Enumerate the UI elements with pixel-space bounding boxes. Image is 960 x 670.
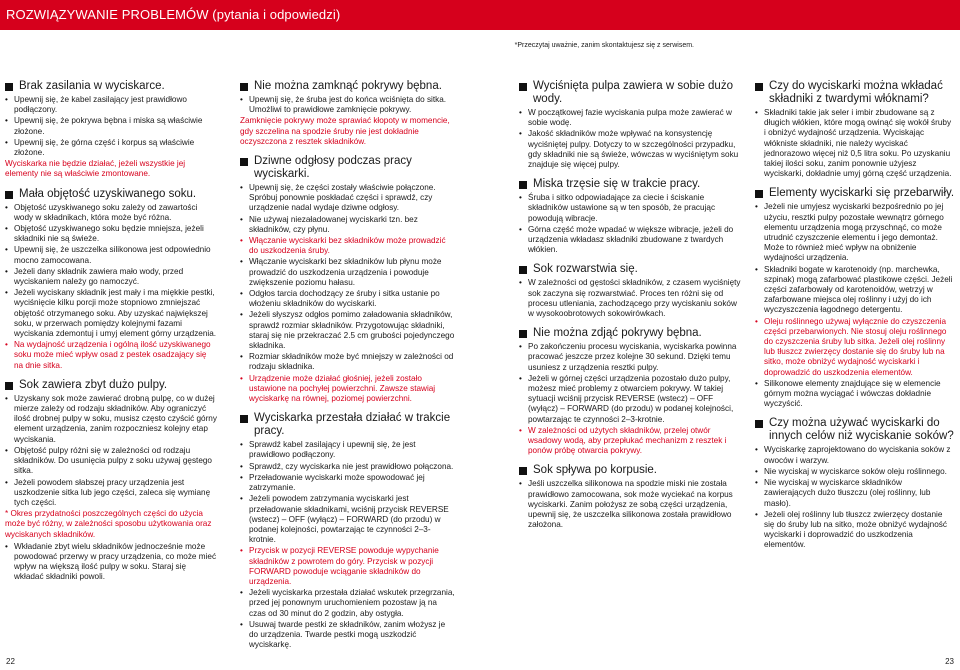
faq-section (519, 80, 741, 170)
section-title (519, 263, 741, 276)
square-bullet-icon (755, 83, 763, 91)
section-title (519, 327, 741, 340)
warning-item: • Włączanie wyciskarki bez składników może prowadzić do uszkodzenia śruby. (240, 236, 456, 256)
header-bar (0, 0, 960, 30)
square-bullet-icon (240, 83, 248, 91)
square-bullet-icon (519, 181, 527, 189)
answer-item: • Objętość pulpy różni się w zależności od rodzaju składników. Do usunięcia pulpy z soku używaj gęstego sitka. (5, 446, 217, 477)
faq-section (5, 188, 217, 371)
answer-list (755, 108, 955, 179)
section-title-text: Wyciskarka przestała działać w trakcie pracy. (254, 412, 451, 438)
answer-list (519, 342, 741, 456)
square-bullet-icon (519, 83, 527, 91)
answer-list (519, 193, 741, 255)
warning-item: • W zależności od użytych składników, przelej otwór wsadowy wodą, aby przepłukać mechanizm z resztek i ponów próbę otwarcia pokrywy. (519, 426, 741, 457)
answer-item: • Odgłos tarcia dochodzący ze śruby i sitka ustanie po włożeniu składników do wyciskarki. (240, 289, 456, 309)
section-title-text: Czy do wyciskarki można wkładać składniki z twardymi włóknami? (769, 80, 943, 105)
faq-section (755, 417, 955, 550)
faq-section (755, 80, 955, 179)
section-title-text: Sok spływa po korpusie. (533, 464, 658, 477)
square-bullet-icon (240, 158, 248, 166)
section-title-text: Mała objętość uzyskiwanego soku. (19, 187, 197, 200)
answer-list (755, 202, 955, 409)
faq-section (519, 178, 741, 255)
top-note: *Przeczytaj uważnie, zanim skontaktujesz się z serwisem. (514, 42, 694, 49)
square-bullet-icon (5, 83, 13, 91)
faq-section (5, 80, 217, 180)
section-title (5, 80, 217, 93)
square-bullet-icon (755, 420, 763, 428)
answer-item: • Jeżeli wyciskany składnik jest mały i ma miękkie pestki, wyciśnięcie kilku porcji może stopniowo zmniejszać objętość otrzymanego soku. Aby uzyskać największej soku, w przerwach pomiędzy kolejnymi fazami wyciskania zdemontuj i umyj element górny urządzenia. (5, 288, 217, 339)
answer-item: • Śruba i sitko odpowiadające za ciecie i ściskanie składników ustawione są w ten sposób, że pracując powodują wibracje. (519, 193, 741, 224)
section-title-text: Czy można używać wyciskarki do innych celów niż wyciskanie soków? (769, 417, 954, 443)
column-2 (240, 80, 456, 658)
answer-item: • Jeżeli olej roślinny lub tłuszcz zwierzęcy dostanie się do śruby lub na sitko, może obniżyć wydajność wyciskarki i doprowadzić do uszkodzenia elementów. (755, 510, 955, 551)
answer-item: • Wyciskarkę zaprojektowano do wyciskania soków z owoców i warzyw. (755, 445, 955, 465)
answer-list (5, 542, 217, 583)
section-title (755, 417, 955, 443)
answer-list (5, 95, 217, 158)
answer-item: • Włączanie wyciskarki bez składników lub płynu może prowadzić do uszkodzenia urządzenia i powoduje zwiększenie poziomu hałasu. (240, 257, 456, 288)
section-title-text: Miska trzęsie się w trakcie pracy. (533, 178, 701, 191)
answer-item: • Składniki bogate w karotenoidy (np. marchewka, szpinak) mogą zafarbować plastikowe części. Jeżeli części zafarbowały od karotenoidów, wetrzyj w zafarbowane miejsca olej roślinny i użyj do ich wyczyszczenia łagodnego detergentu. (755, 265, 955, 316)
section-title-text: Elementy wyciskarki się przebarwiły. (769, 187, 955, 200)
section-title-text: Dziwne odgłosy podczas pracy wyciskarki. (254, 155, 412, 181)
faq-section (240, 155, 456, 404)
answer-item: • Nie używaj niezaładowanej wyciskarki tzn. bez składników, czy płynu. (240, 215, 456, 235)
answer-item: • Jakość składników może wpływać na konsystencję wyciśniętej pulpy. Dotyczy to w szczególności przypadku, gdy składniki nie są świeże, wówczas w wyciśniętym soku znajduje się więcej pulpy. (519, 129, 741, 170)
section-title (755, 187, 955, 200)
section-title-text: Sok rozwarstwia się. (533, 263, 638, 276)
answer-item: • Wkładanie zbyt wielu składników jednocześnie może powodować przerwy w pracy urządzenia, co może mieć wpływ na większą ilość pulpy w soku. Staraj się wkładać składniki powoli. (5, 542, 217, 583)
answer-item: • Nie wyciskaj w wyciskarce składników zawierających dużo tłuszczu (olej roślinny, lub masło). (755, 478, 955, 509)
answer-item: • Przeładowanie wyciskarki może spowodować jej zatrzymanie. (240, 473, 456, 493)
square-bullet-icon (5, 382, 13, 390)
answer-item: • Upewnij się, że górna część i korpus są właściwie złożone. (5, 138, 217, 158)
section-title (5, 188, 217, 201)
section-title (240, 80, 456, 93)
answer-item: • Rozmiar składników może być mniejszy w zależności od rodzaju składnika. (240, 352, 456, 372)
answer-item: • Silikonowe elementy znajdujące się w elemencie górnym można wyciągać i wówczas dokładnie wyczyścić. (755, 379, 955, 410)
square-bullet-icon (5, 191, 13, 199)
warning-item: • Urządzenie może działać głośniej, jeżeli zostało ustawione na pochyłej powierzchni. Zawsze stawiaj wyciskarkę na równej, poziomej powierzchni. (240, 374, 456, 405)
answer-item: • Jeżeli powodem słabszej pracy urządzenia jest uszkodzenie sitka lub jego części, zaleca się wymianę tych części. (5, 478, 217, 509)
square-bullet-icon (519, 330, 527, 338)
column-4 (755, 80, 955, 559)
answer-item: • Objętość uzyskiwanego soku zależy od zawartości wody w składnikach, która może być różna. (5, 203, 217, 223)
answer-item: • Uzyskany sok może zawierać drobną pulpę, co w dużej mierze zależy od rodzaju składników. Aby ograniczyć ilość drobnej pulpy w soku, musisz często czyścić górny element urządzenia, zanim rozpoczniesz kolejny etap wyciskania. (5, 394, 217, 445)
answer-list (240, 183, 456, 404)
faq-section (240, 412, 456, 650)
section-title-text: Nie można zamknąć pokrywy bębna. (254, 80, 442, 92)
square-bullet-icon (519, 266, 527, 274)
warning-item: • Przycisk w pozycji REVERSE powoduje wypychanie składników z powrotem do góry. Przycisk w pozycji FORWARD powoduje wciąganie składników do urządzenia. (240, 546, 456, 587)
answer-list (755, 445, 955, 550)
answer-list (240, 440, 456, 650)
section-title (519, 80, 741, 106)
answer-item: • Upewnij się, że uszczelka silikonowa jest odpowiednio mocno zamocowana. (5, 245, 217, 265)
answer-list (240, 95, 456, 115)
faq-section (519, 327, 741, 456)
answer-item: • Upewnij się, że śruba jest do końca wciśnięta do sitka. Umożliwi to prawidłowe zamknięcie pokrywy. (240, 95, 456, 115)
answer-item: • Składniki takie jak seler i imbir zbudowane są z długich włókien, które mogą owinąć się wokół śruby i obniżyć wydajność urządzenia. Wyciskając włókniste składniki, nie należy wyciskać jednorazowo więcej niż 0,5 litra soku. Po uzyskaniu takiej ilości soku, zanim ponownie użyjesz wyciskarki, dokładnie umyj górną część urządzenia. (755, 108, 955, 179)
section-title (240, 412, 456, 438)
answer-item: • Jeśli uszczelka silikonowa na spodzie miski nie została prawidłowo zamocowana, sok może wyciekać na korpus wyciskarki. Zanim położysz ze sobą części urządzenia, upewnij się, że uszczelka silikonowa została prawidłowo założona. (519, 479, 741, 530)
section-title (5, 379, 217, 392)
answer-list (519, 479, 741, 530)
answer-list (519, 108, 741, 170)
section-title (519, 178, 741, 191)
answer-item: • Jeżeli dany składnik zawiera mało wody, przed wyciskaniem należy go namoczyć. (5, 267, 217, 287)
answer-item: • Objętość uzyskiwanego soku będzie mniejsza, jeżeli składniki nie są świeże. (5, 224, 217, 244)
answer-item: • Sprawdź, czy wyciskarka nie jest prawidłowo połączona. (240, 462, 456, 472)
answer-item: • W początkowej fazie wyciskania pulpa może zawierać w sobie wodę. (519, 108, 741, 128)
square-bullet-icon (240, 415, 248, 423)
answer-item: • Jeżeli nie umyjesz wyciskarki bezpośrednio po jej użyciu, resztki pulpy pozostałe wewnątrz górnego elementu urządzenia mogą przyschnąć, co może utrudnić czyszczenie elementu i jego demontaż. Może to również mieć wpływ na obniżenie wydajności urządzenia. (755, 202, 955, 263)
faq-section (5, 379, 217, 583)
column-1 (5, 80, 217, 591)
faq-section (519, 263, 741, 319)
answer-item: • Upewnij się, że kabel zasilający jest prawidłowo podłączony. (5, 95, 217, 115)
note-text: Zamknięcie pokrywy może sprawiać kłopoty w momencie, gdy szczelina na spodzie śruby nie jest dokładnie oczyszczona z resztek składników. (240, 116, 450, 146)
section-title-text: Wyciśnięta pulpa zawiera w sobie dużo wody. (533, 80, 733, 105)
section-title (240, 155, 456, 181)
answer-list (5, 394, 217, 508)
answer-item: • Po zakończeniu procesu wyciskania, wyciskarka powinna pracować jeszcze przez kolejne 30 sekund. Dzięki temu usuniesz z urządzenia resztki pulpy. (519, 342, 741, 373)
section-title (755, 80, 955, 106)
answer-list (519, 278, 741, 319)
column-3 (519, 80, 741, 539)
answer-list (5, 203, 217, 371)
answer-item: • Nie wyciskaj w wyciskarce soków oleju roślinnego. (755, 467, 955, 477)
answer-item: • Górna część może wpadać w większe wibracje, jeżeli do urządzenia wkładasz składniki zbudowane z twardych włókien. (519, 225, 741, 256)
section-title-text: Sok zawiera zbyt dużo pulpy. (19, 378, 168, 391)
section-title-text: Nie można zdjąć pokrywy bębna. (533, 327, 702, 340)
warning-item: • Na wydajność urządzenia i ogólną ilość uzyskiwanego soku może mieć wpływ osad z pestek osadzający się na dnie sitka. (5, 340, 217, 371)
answer-item: • Sprawdź kabel zasilający i upewnij się, że jest prawidłowo podłączony. (240, 440, 456, 460)
section-title (519, 464, 741, 477)
warning-item: • Oleju roślinnego używaj wyłącznie do czyszczenia części przebarwionych. Nie stosuj oleju roślinnego do czyszczenia śruby lub sitka. Jeżeli olej roślinny lub tłuszcz zwierzęcy dostanie się do śruby lub na sitko, może obniżyć wydajność wyciskarki i doprowadzić do uszkodzenia elementów. (755, 317, 955, 378)
note-text: Wyciskarka nie będzie działać, jeżeli wszystkie jej elementy nie są właściwie zmontowane. (5, 159, 186, 179)
faq-section (240, 80, 456, 147)
answer-item: • Jeżeli powodem zatrzymania wyciskarki jest przeładowanie składnikami, wciśnij przycisk REVERSE (wstecz) – OFF (wyłącz) – FORWARD (do przodu) w podanej kolejności, powtarzając te czynności 2–3-krotnie. (240, 494, 456, 545)
page-number-left: 22 (6, 657, 15, 666)
page-title: ROZWIĄZYWANIE PROBLEMÓW (pytania i odpowiedzi) (6, 7, 341, 22)
square-bullet-icon (755, 190, 763, 198)
answer-item: • Usuwaj twarde pestki ze składników, zanim włożysz je do urządzenia. Twarde pestki mogą uszkodzić wyciskarkę. (240, 620, 456, 651)
answer-item: • Jeżeli wyciskarka przestała działać wskutek przegrzania, przed jej ponownym uruchomieniem pozostaw ją na czas od 30 minut do 2 godzin, aby ostygła. (240, 588, 456, 619)
faq-section (755, 187, 955, 409)
answer-item: • W zależności od gęstości składników, z czasem wyciśnięty sok zaczyna się rozwarstwiać. Proces ten różni się od procesu utleniania, zachodzącego przy wyciskaniu soków w wysokoobrotowych sokowirówkach. (519, 278, 741, 319)
answer-item: • Upewnij się, że pokrywa bębna i miska są właściwie złożone. (5, 116, 217, 136)
note-text: * Okres przydatności poszczególnych części do użycia może być różny, w zależności sposobu użytkowania oraz wyciskanych składników. (5, 509, 212, 539)
answer-item: • Jeżeli w górnej części urządzenia pozostało dużo pulpy, możesz mieć problemy z otwarciem pokrywy. W takiej sytuacji wciśnij przycisk REVERSE (wstecz) – OFF (wyłącz) – FORWARD (do przodu) w podanej kolejności, powtarzając te czynności 2–3-krotnie. (519, 374, 741, 425)
section-title-text: Brak zasilania w wyciskarce. (19, 80, 165, 92)
page-number-right: 23 (945, 657, 954, 666)
answer-item: • Upewnij się, że części zostały właściwie połączone. Spróbuj ponownie poskładać części i sprawdź, czy urządzenie nadal wydaje dziwne odgłosy. (240, 183, 456, 214)
faq-section (519, 464, 741, 530)
answer-item: • Jeżeli słyszysz odgłos pomimo załadowania składników, sprawdź rozmiar składników. Przygotowując składniki, staraj się nie przekraczać 2.5 cm grubości pojedynczego składnika. (240, 310, 456, 351)
square-bullet-icon (519, 467, 527, 475)
